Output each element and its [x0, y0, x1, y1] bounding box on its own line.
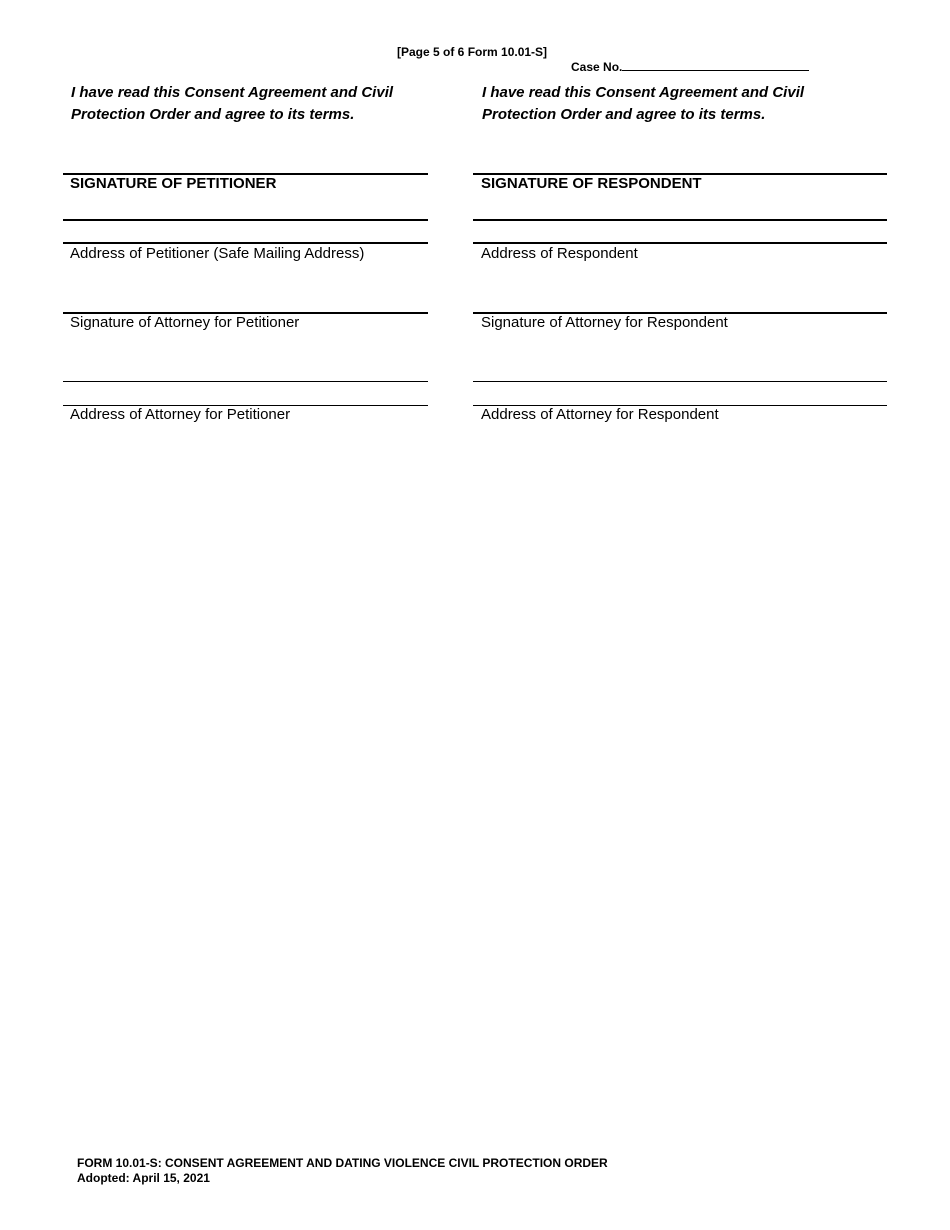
case-number-label: Case No. — [571, 60, 623, 74]
petitioner-address-line-2[interactable] — [63, 242, 428, 244]
respondent-address-line-1[interactable] — [473, 219, 887, 221]
respondent-address-label: Address of Respondent — [481, 245, 638, 262]
respondent-attorney-signature-label: Signature of Attorney for Respondent — [481, 314, 728, 331]
petitioner-agreement-statement: I have read this Consent Agreement and Civil Protection Order and agree to its terms. — [71, 84, 394, 123]
case-number-field — [571, 59, 809, 74]
petitioner-signature-label: SIGNATURE OF PETITIONER — [70, 175, 277, 192]
petitioner-attorney-address-line-1[interactable] — [63, 381, 428, 382]
case-number-blank[interactable] — [622, 59, 809, 71]
footer-adopted-date: Adopted: April 15, 2021 — [77, 1171, 210, 1185]
respondent-agreement-statement: I have read this Consent Agreement and Civil Protection Order and agree to its terms. — [482, 84, 805, 123]
petitioner-address-line-1[interactable] — [63, 219, 428, 221]
petitioner-attorney-signature-label: Signature of Attorney for Petitioner — [70, 314, 300, 331]
page-indicator: [Page 5 of 6 Form 10.01-S] — [397, 45, 548, 59]
respondent-signature-label: SIGNATURE OF RESPONDENT — [481, 175, 702, 192]
petitioner-address-label: Address of Petitioner (Safe Mailing Address) — [70, 245, 365, 262]
respondent-address-line-2[interactable] — [473, 242, 887, 244]
footer-form-title: FORM 10.01-S: CONSENT AGREEMENT AND DATING VIOLENCE CIVIL PROTECTION ORDER — [77, 1156, 608, 1170]
respondent-attorney-address-label: Address of Attorney for Respondent — [481, 406, 719, 423]
petitioner-attorney-address-label: Address of Attorney for Petitioner — [70, 406, 291, 423]
respondent-attorney-address-line-1[interactable] — [473, 381, 887, 382]
